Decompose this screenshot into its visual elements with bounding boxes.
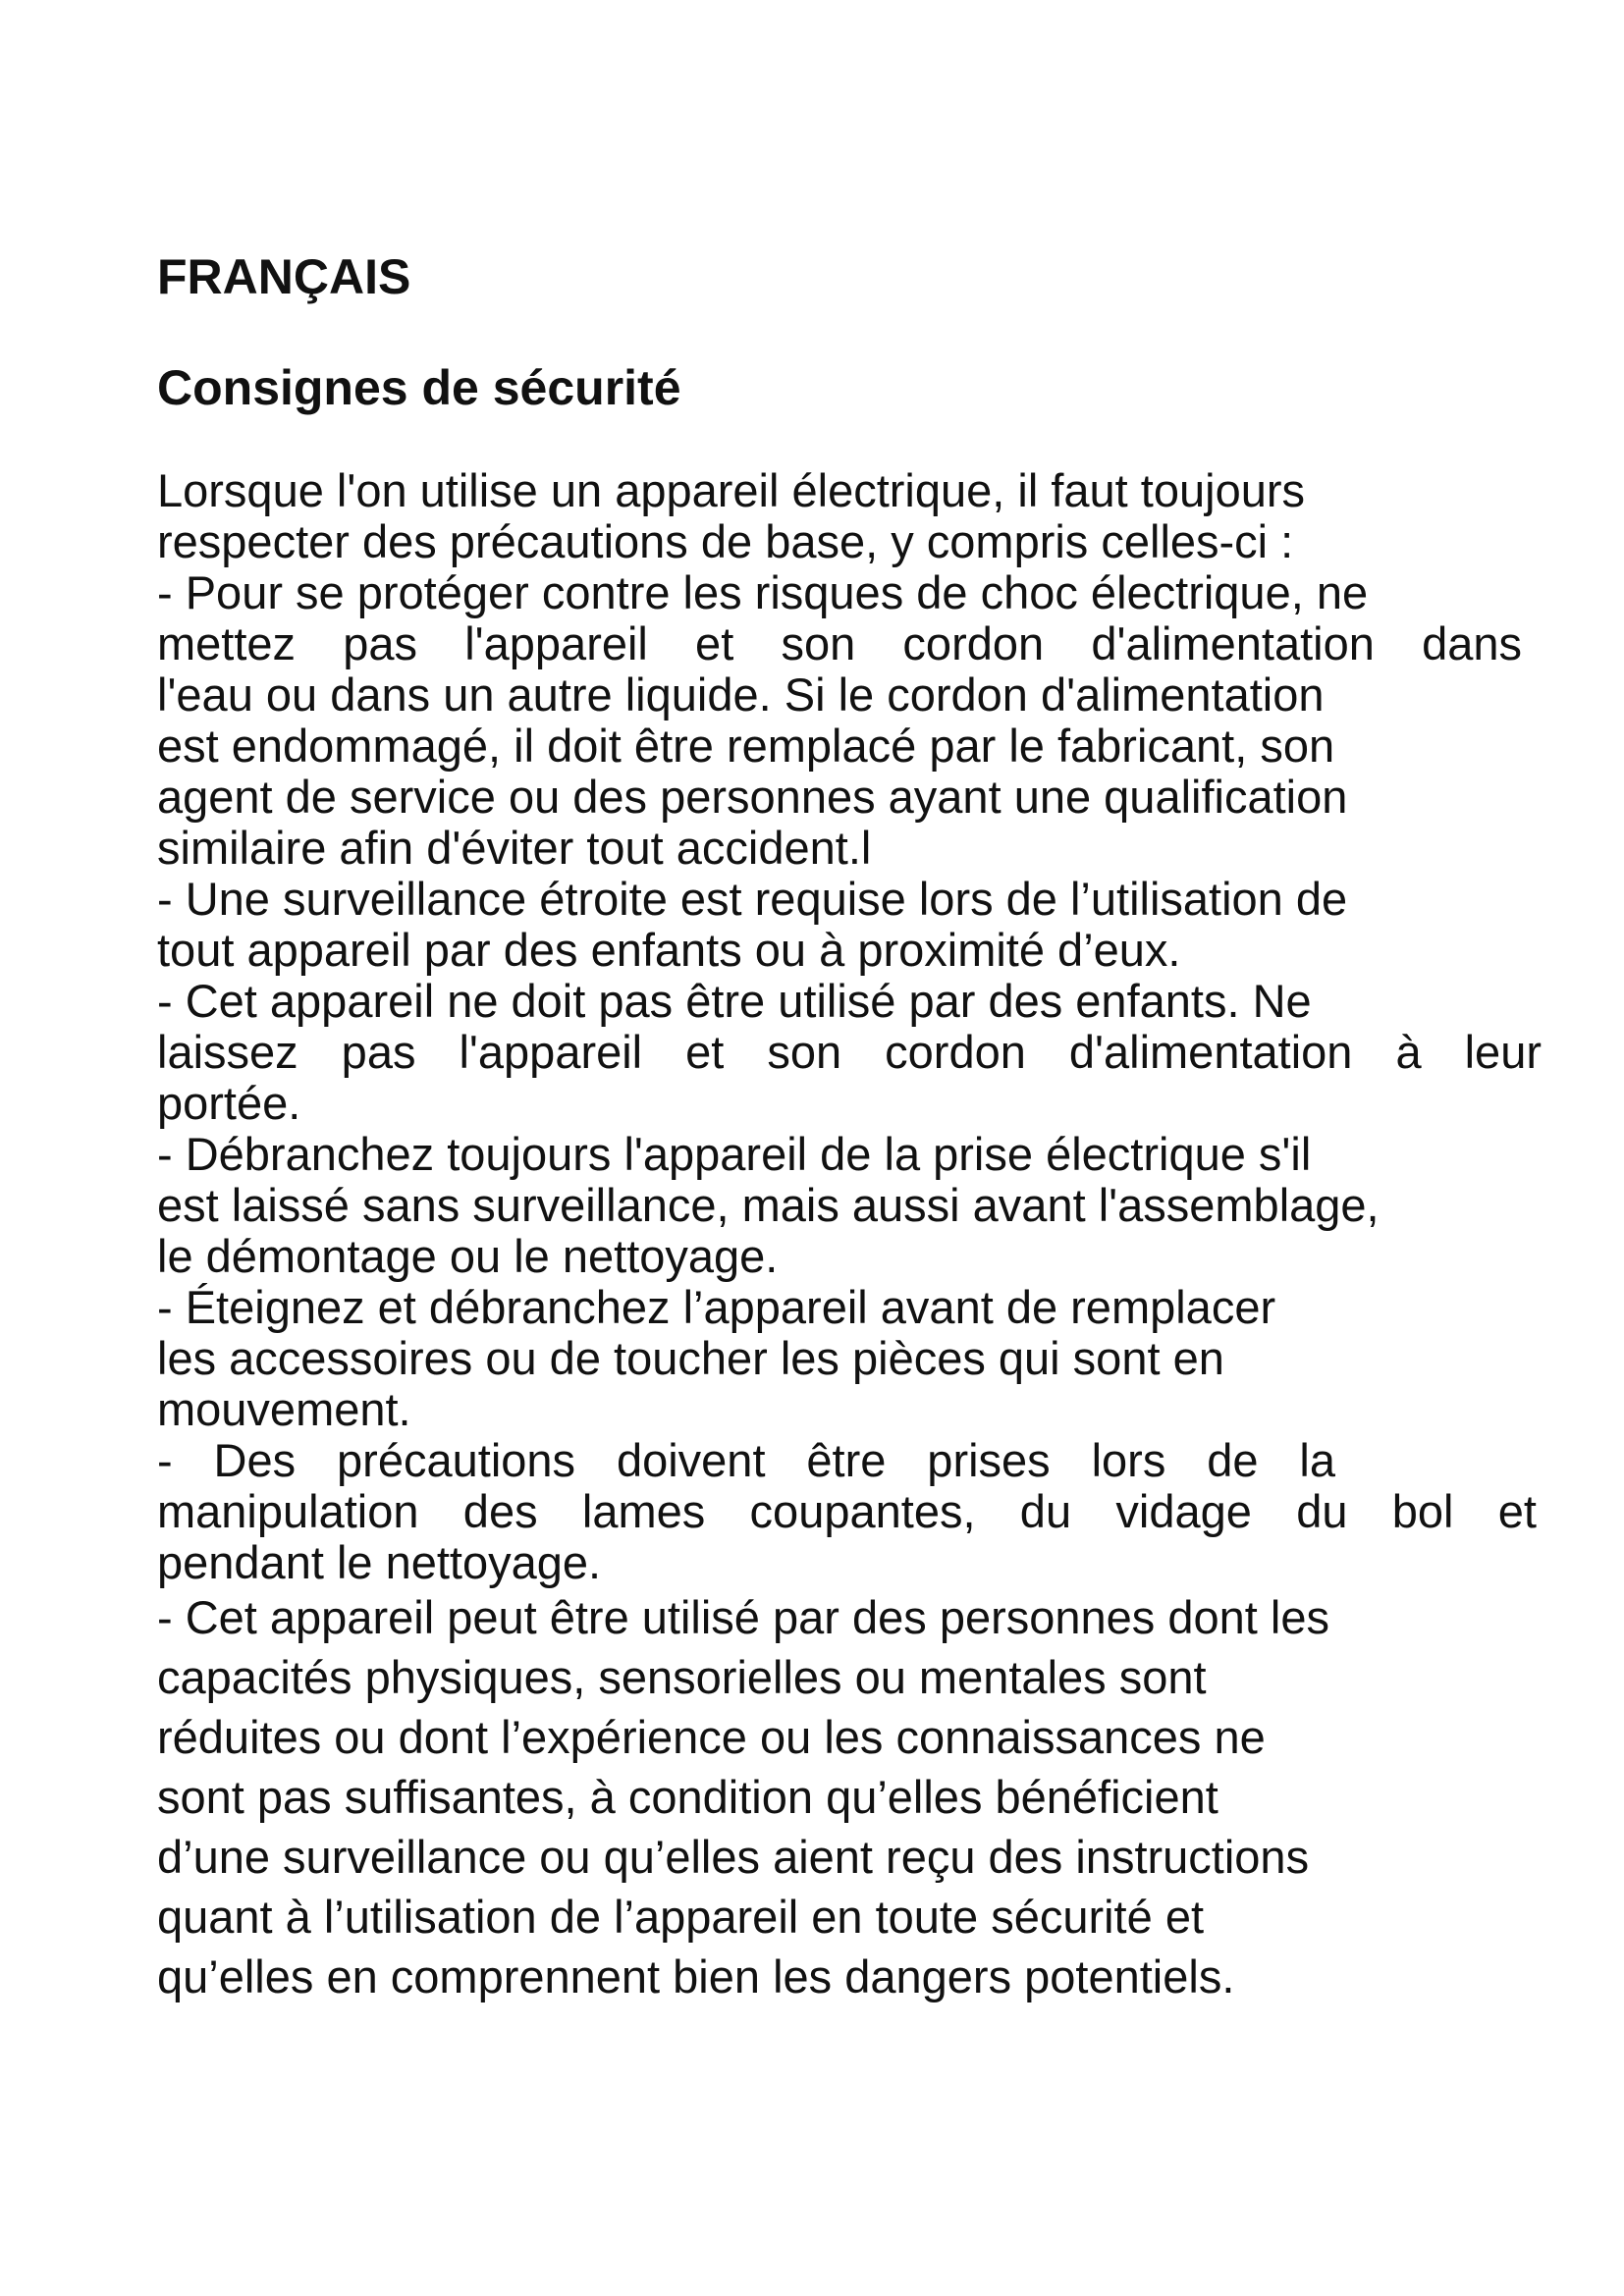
text-line: - Débranchez toujours l'appareil de la prise électrique s'il — [157, 1128, 1312, 1180]
text-line: tout appareil par des enfants ou à proximité d’eux. — [157, 924, 1181, 976]
text-line: - Des précautions doivent être prises lors de la — [157, 1434, 1335, 1486]
text-line: le démontage ou le nettoyage. — [157, 1230, 779, 1282]
text-line: pendant le nettoyage. — [157, 1536, 602, 1588]
text-line: Lorsque l'on utilise un appareil électrique, il faut toujours — [157, 464, 1306, 516]
text-line: laissez pas l'appareil et son cordon d'alimentation à leur — [157, 1026, 1542, 1078]
text-line: est endommagé, il doit être remplacé par le fabricant, son — [157, 720, 1335, 772]
text-line: mouvement. — [157, 1383, 411, 1435]
section-title: Consignes de sécurité — [157, 360, 681, 415]
text-line: respecter des précautions de base, y compris celles-ci : — [157, 515, 1294, 567]
text-line: - Cet appareil ne doit pas être utilisé par des enfants. Ne — [157, 975, 1312, 1027]
text-line: quant à l’utilisation de l’appareil en toute sécurité et — [157, 1891, 1205, 1943]
text-line: mettez pas l'appareil et son cordon d'alimentation dans — [157, 617, 1522, 669]
text-line: capacités physiques, sensorielles ou mentales sont — [157, 1651, 1207, 1703]
text-line: d’une surveillance ou qu’elles aient reçu des instructions — [157, 1831, 1310, 1883]
text-line: sont pas suffisantes, à condition qu’elles bénéficient — [157, 1771, 1218, 1823]
text-line: les accessoires ou de toucher les pièces qui sont en — [157, 1332, 1224, 1384]
text-line: est laissé sans surveillance, mais aussi avant l'assemblage, — [157, 1179, 1380, 1231]
language-heading: FRANÇAIS — [157, 249, 411, 304]
document-page — [157, 0, 1551, 2296]
text-line: l'eau ou dans un autre liquide. Si le cordon d'alimentation — [157, 668, 1325, 721]
text-line: - Cet appareil peut être utilisé par des personnes dont les — [157, 1591, 1329, 1643]
text-line: réduites ou dont l’expérience ou les connaissances ne — [157, 1711, 1266, 1763]
text-line: manipulation des lames coupantes, du vidage du bol et — [157, 1485, 1537, 1537]
text-line: similaire afin d'éviter tout accident.l — [157, 822, 872, 874]
text-line: - Pour se protéger contre les risques de choc électrique, ne — [157, 566, 1369, 618]
text-line: qu’elles en comprennent bien les dangers potentiels. — [157, 1950, 1235, 2002]
text-line: - Une surveillance étroite est requise lors de l’utilisation de — [157, 873, 1348, 925]
text-line: - Éteignez et débranchez l’appareil avant de remplacer — [157, 1281, 1276, 1333]
text-line: agent de service ou des personnes ayant une qualification — [157, 771, 1348, 823]
text-line: portée. — [157, 1077, 301, 1129]
